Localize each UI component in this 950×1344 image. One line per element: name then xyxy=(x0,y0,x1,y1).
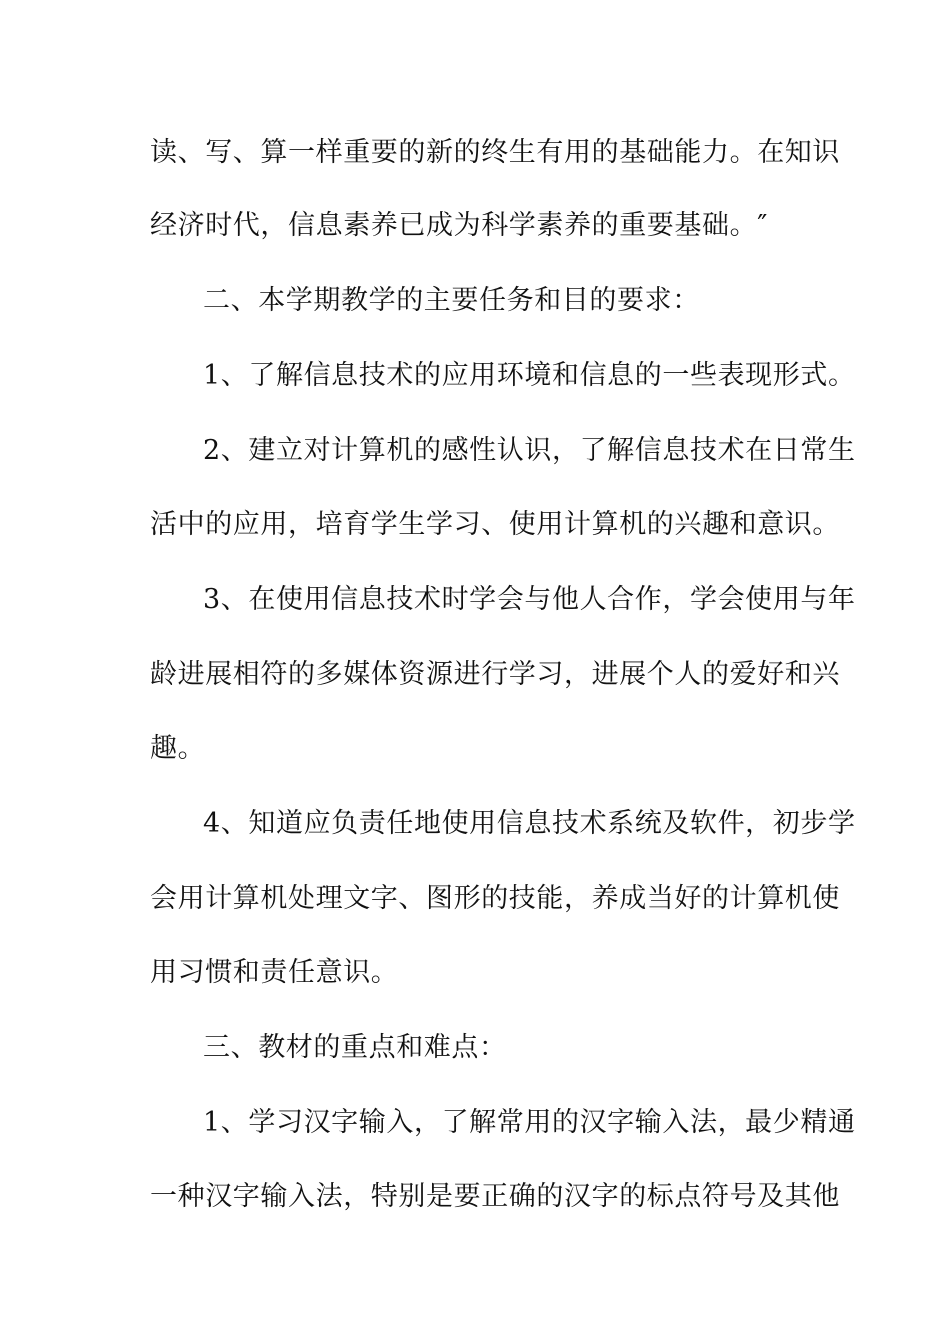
text-line: 会用计算机处理文字、图形的技能，养成当好的计算机使 xyxy=(150,883,840,914)
text-line: 经济时代，信息素养已成为科学素养的重要基础。″ xyxy=(150,210,768,241)
text-line: 3、在使用信息技术时学会与他人合作，学会使用与年 xyxy=(203,584,856,615)
text-line: 趣。 xyxy=(150,733,206,764)
text-line: 龄进展相符的多媒体资源进行学习，进展个人的爱好和兴 xyxy=(150,659,840,690)
section-heading: 三、教材的重点和难点： xyxy=(203,1032,507,1063)
text-line: 一种汉字输入法，特别是要正确的汉字的标点符号及其他 xyxy=(150,1181,840,1212)
text-line: 用习惯和责任意识。 xyxy=(150,957,399,988)
text-line: 1、了解信息技术的应用环境和信息的一些表现形式。 xyxy=(203,360,856,391)
text-line: 活中的应用，培育学生学习、使用计算机的兴趣和意识。 xyxy=(150,509,840,540)
text-line: 2、建立对计算机的感性认识，了解信息技术在日常生 xyxy=(203,435,856,466)
section-heading: 二、本学期教学的主要任务和目的要求： xyxy=(203,285,700,316)
text-line: 1、学习汉字输入，了解常用的汉字输入法，最少精通 xyxy=(203,1107,856,1138)
text-line: 4、知道应负责任地使用信息技术系统及软件，初步学 xyxy=(203,808,856,839)
text-line: 读、写、算一样重要的新的终生有用的基础能力。在知识 xyxy=(150,137,840,168)
